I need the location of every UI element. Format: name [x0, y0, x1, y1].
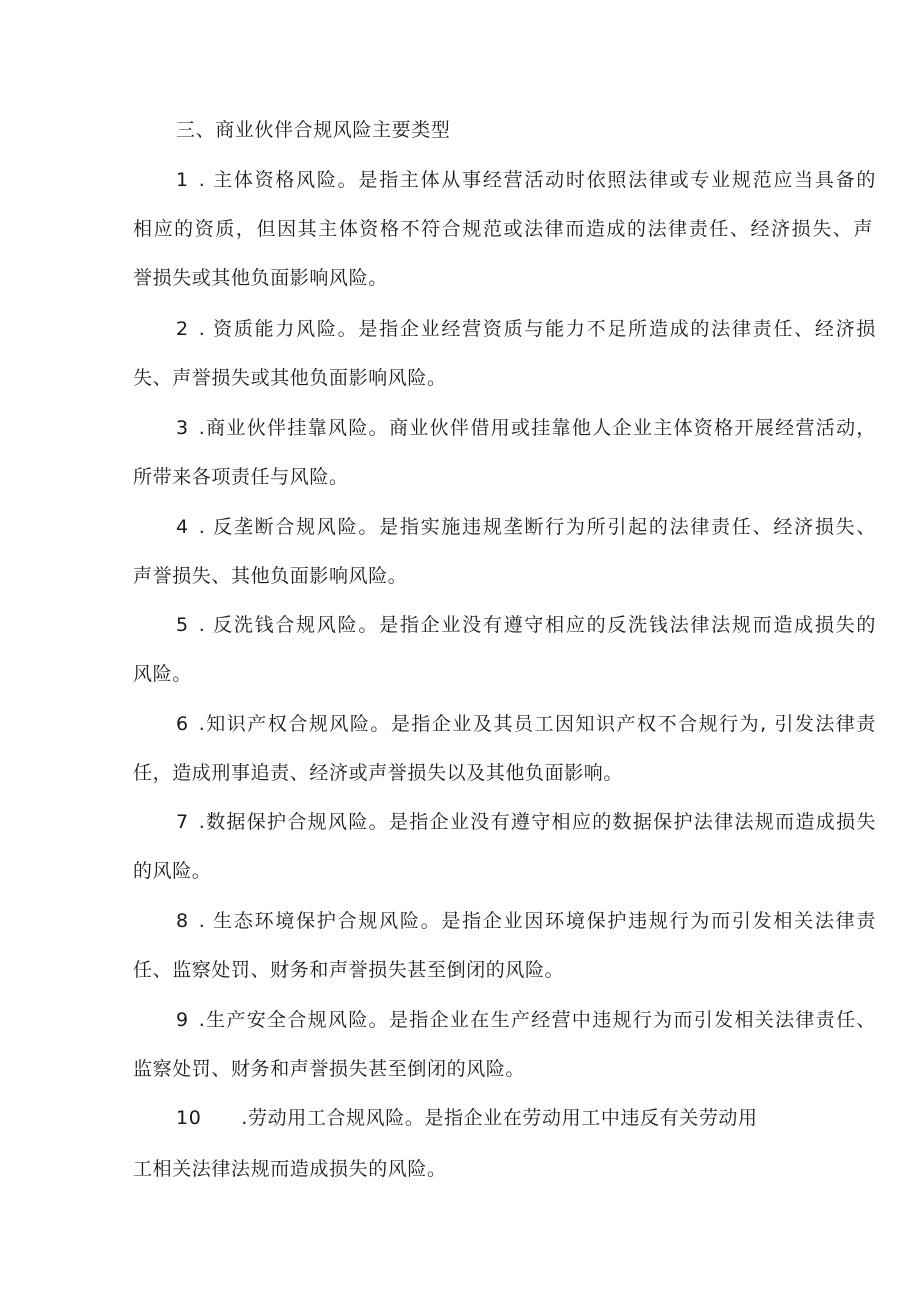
item-1-line-3: 誉损失或其他负面影响风险。: [133, 267, 388, 289]
item-10-line-2: 工相关法律法规而造成损失的风险。: [133, 1158, 447, 1180]
item-5-line-1: 5 . 反洗钱合规风险。是指企业没有遵守相应的反洗钱法律法规而造成损失的: [176, 614, 876, 636]
item-8-line-1: 8 . 生态环境保护合规风险。是指企业因环境保护违规行为而引发相关法律责: [176, 910, 876, 932]
item-number: 3: [176, 417, 189, 439]
item-number: 4: [176, 516, 189, 538]
item-3-line-1: 3 .商业伙伴挂靠风险。商业伙伴借用或挂靠他人企业主体资格开展经营活动，: [176, 417, 876, 439]
item-9-line-2: 监察处罚、财务和声誉损失甚至倒闭的风险。: [133, 1058, 526, 1080]
item-number: 6: [176, 713, 189, 735]
item-9-line-1: 9 .生产安全合规风险。是指企业在生产经营中违规行为而引发相关法律责任、: [176, 1009, 876, 1031]
item-number: 8: [176, 910, 189, 932]
item-number: 9: [176, 1009, 189, 1031]
item-7-line-2: 的风险。: [133, 860, 212, 882]
item-1-line-2: 相应的资质，但因其主体资格不符合规范或法律而造成的法律责任、经济损失、声: [133, 218, 873, 240]
item-5-line-2: 风险。: [133, 663, 192, 685]
item-3-line-2: 所带来各项责任与风险。: [133, 466, 349, 488]
item-2-line-1: 2 . 资质能力风险。是指企业经营资质与能力不足所造成的法律责任、经济损: [176, 318, 876, 340]
item-number: 1: [176, 169, 189, 191]
item-8-line-2: 任、监察处罚、财务和声誉损失甚至倒闭的风险。: [133, 959, 565, 981]
item-10-line-1: 10 .劳动用工合规风险。是指企业在劳动用工中违反有关劳动用: [176, 1107, 758, 1129]
item-4-line-1: 4 . 反垄断合规风险。是指实施违规垄断行为所引起的法律责任、经济损失、: [176, 516, 876, 538]
item-2-line-2: 失、声誉损失或其他负面影响风险。: [133, 367, 447, 389]
item-7-line-1: 7 .数据保护合规风险。是指企业没有遵守相应的数据保护法律法规而造成损失: [176, 811, 876, 833]
item-number: 5: [176, 614, 189, 636]
item-1-line-1: 1 . 主体资格风险。是指主体从事经营活动时依照法律或专业规范应当具备的: [176, 169, 876, 191]
item-number: 7: [176, 811, 189, 833]
item-4-line-2: 声誉损失、其他负面影响风险。: [133, 565, 408, 587]
item-number: 10: [176, 1107, 202, 1129]
item-6-line-2: 任，造成刑事追责、经济或声誉损失以及其他负面影响。: [133, 762, 624, 784]
item-6-line-1: 6 .知识产权合规风险。是指企业及其员工因知识产权不合规行为, 引发法律责: [176, 713, 876, 735]
section-heading: 三、商业伙伴合规风险主要类型: [176, 119, 451, 141]
item-number: 2: [176, 318, 189, 340]
